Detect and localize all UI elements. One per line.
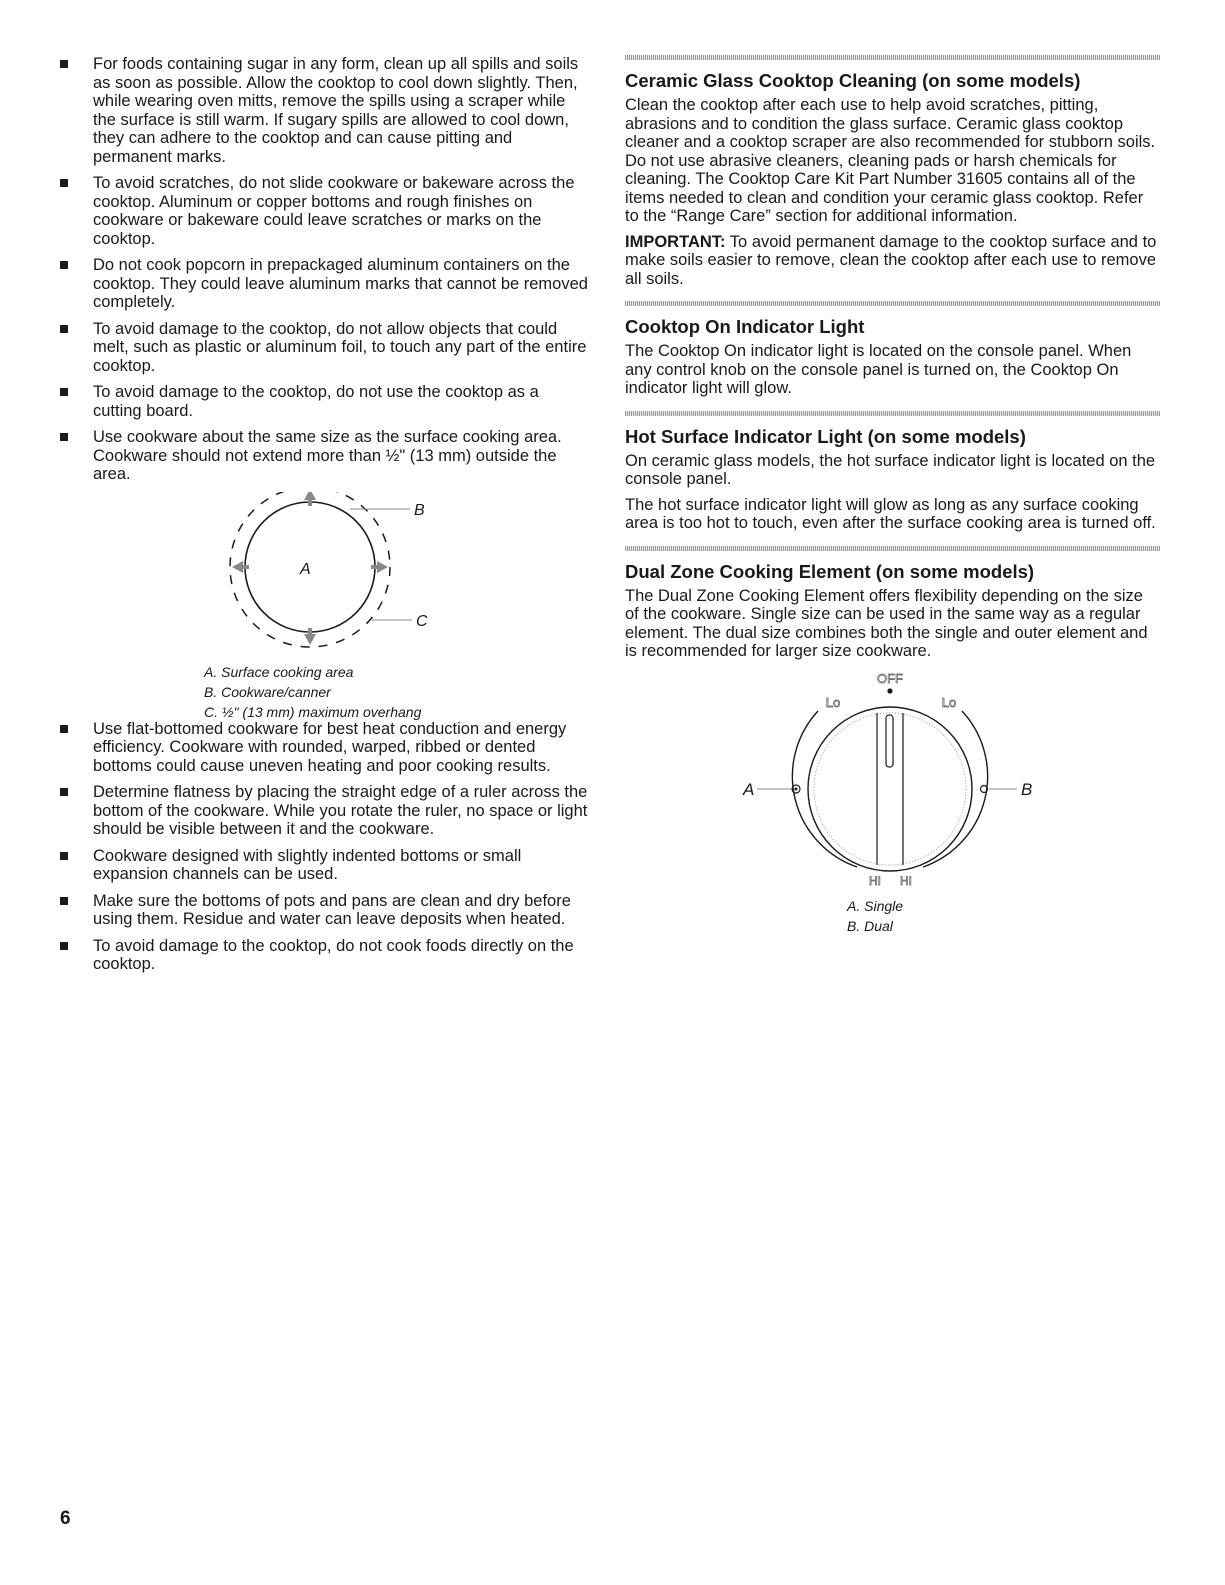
arrow-down-icon bbox=[304, 628, 316, 645]
figure2-captions bbox=[847, 896, 903, 936]
knob-pointer bbox=[886, 715, 893, 767]
bullet-square-icon bbox=[60, 60, 68, 68]
bullet-square-icon bbox=[60, 388, 68, 396]
off-label: OFF bbox=[877, 670, 903, 686]
arrow-up-icon bbox=[304, 492, 316, 506]
page-number: 6 bbox=[60, 1508, 71, 1529]
knob-inner-ring bbox=[814, 713, 966, 865]
cookware-overhang-figure bbox=[60, 492, 590, 720]
cooktop-care-list-top bbox=[60, 55, 590, 484]
caption-b: B. Dual bbox=[847, 917, 893, 934]
list-item: Determine flatness by placing the straight edge of a ruler across the bottom of the cookware. While you rotate the ruler, no space or light should be visible between it and the cookware. bbox=[60, 783, 590, 839]
figure1-captions bbox=[204, 662, 421, 722]
off-dot-icon bbox=[887, 688, 892, 693]
section-heading: Dual Zone Cooking Element (on some models) bbox=[625, 560, 1035, 582]
single-marker-dot-icon bbox=[795, 787, 798, 790]
lo-left-label: Lo bbox=[825, 694, 841, 710]
ceramic-cleaning-section bbox=[625, 55, 1160, 288]
bullet-square-icon bbox=[60, 897, 68, 905]
bullet-square-icon bbox=[60, 325, 68, 333]
section-heading: Hot Surface Indicator Light (on some models) bbox=[625, 425, 1026, 447]
label-a: A bbox=[743, 779, 755, 799]
label-b: B bbox=[1021, 779, 1033, 799]
label-a: A bbox=[300, 560, 311, 578]
arrow-left-icon bbox=[232, 561, 249, 573]
label-b: B bbox=[414, 501, 425, 519]
bullet-square-icon bbox=[60, 179, 68, 187]
section-body: The Cooktop On indicator light is located on the console panel. When any control knob on the console panel is turned on, the Cooktop On indicator light will glow. bbox=[625, 342, 1132, 397]
bullet-square-icon bbox=[60, 942, 68, 950]
list-item: To avoid damage to the cooktop, do not allow objects that could melt, such as plastic or aluminum foil, to touch any part of the entire cooktop. bbox=[60, 320, 590, 376]
indicator-light-section bbox=[625, 301, 1160, 398]
caption-a: A. Surface cooking area bbox=[204, 663, 354, 680]
list-item: Make sure the bottoms of pots and pans are clean and dry before using them. Residue and water can leave deposits when heated. bbox=[60, 892, 590, 929]
section-body: The Dual Zone Cooking Element offers flexibility depending on the size of the cookware. Single size can be used in the same way as a regular element. The dual size combines both the single and outer element and is recommended for larger size cookware. bbox=[625, 586, 1148, 660]
label-c: C bbox=[416, 612, 428, 630]
bullet-square-icon bbox=[60, 852, 68, 860]
section-divider bbox=[625, 55, 1160, 60]
list-item: To avoid scratches, do not slide cookware or bakeware across the cooktop. Aluminum or copper bottoms and rough finishes on cookware or bakeware could leave scratches or marks on the cooktop. bbox=[60, 174, 590, 248]
section-divider bbox=[625, 546, 1160, 551]
bullet-square-icon bbox=[60, 261, 68, 269]
list-item: To avoid damage to the cooktop, do not use the cooktop as a cutting board. bbox=[60, 383, 590, 420]
list-item: For foods containing sugar in any form, clean up all spills and soils as soon as possible. Allow the cooktop to cool down slightly. Then, while wearing oven mitts, remove the spills using a scraper while the surface is still warm. If sugary spills are allowed to cool down, they can adhere to the cooktop and can cause pitting and permanent marks. bbox=[60, 55, 590, 166]
outer-arc-left bbox=[792, 711, 857, 867]
section-body: Clean the cooktop after each use to help avoid scratches, pitting, abrasions and to condition the glass surface. Ceramic glass cooktop cleaner and a cooktop scraper are also recommended for stubborn soils. Do not use abrasive cleaners, cleaning pads or harsh chemicals for cleaning. The Cooktop Care Kit Part Number 31605 contains all of the items needed to clean and condition your ceramic glass cooktop. Refer to the “Range Care” section for additional information. bbox=[625, 96, 1156, 225]
caption-c: C. ½" (13 mm) maximum overhang bbox=[204, 703, 422, 720]
hi-right-label: HI bbox=[900, 873, 912, 888]
list-item: To avoid damage to the cooktop, do not cook foods directly on the cooktop. bbox=[60, 937, 590, 974]
section-body: On ceramic glass models, the hot surface indicator light is located on the console panel. bbox=[625, 451, 1156, 488]
caption-a: A. Single bbox=[847, 897, 904, 914]
section-divider bbox=[625, 411, 1160, 416]
important-note bbox=[625, 233, 1160, 289]
dual-zone-section bbox=[625, 546, 1160, 951]
lo-right-label: Lo bbox=[941, 694, 957, 710]
bullet-square-icon bbox=[60, 725, 68, 733]
hi-left-label: HI bbox=[869, 873, 881, 888]
section-heading: Cooktop On Indicator Light bbox=[625, 316, 865, 337]
section-body: The hot surface indicator light will glow as long as any surface cooking area is too hot to touch, even after the surface cooking area is turned off. bbox=[625, 495, 1156, 532]
dual-zone-knob-diagram bbox=[625, 671, 1160, 891]
important-text: To avoid permanent damage to the cooktop surface and to make soils easier to remove, clean the cooktop after each use to remove all soils. bbox=[625, 232, 1157, 288]
list-item: Cookware designed with slightly indented bottoms or small expansion channels can be used. bbox=[60, 847, 590, 884]
dual-zone-knob-figure bbox=[625, 671, 1160, 951]
bullet-square-icon bbox=[60, 433, 68, 441]
hot-surface-section bbox=[625, 411, 1160, 533]
left-column bbox=[60, 55, 590, 982]
arrow-right-icon bbox=[371, 561, 388, 573]
section-divider bbox=[625, 301, 1160, 306]
section-heading: Ceramic Glass Cooktop Cleaning (on some models) bbox=[625, 70, 1081, 91]
list-item: Use flat-bottomed cookware for best heat conduction and energy efficiency. Cookware with rounded, warped, ribbed or dented bottoms could cause uneven heating and poor cooking results. bbox=[60, 720, 590, 776]
important-label: IMPORTANT: bbox=[625, 232, 726, 251]
outer-arc-right bbox=[923, 711, 988, 867]
list-item: Use cookware about the same size as the surface cooking area. Cookware should not extend more than ½" (13 mm) outside the area. bbox=[60, 428, 590, 484]
cooktop-care-list-bottom bbox=[60, 720, 590, 974]
list-item: Do not cook popcorn in prepackaged aluminum containers on the cooktop. They could leave aluminum marks that cannot be removed completely. bbox=[60, 256, 590, 312]
cookware-overhang-diagram bbox=[60, 492, 590, 662]
knob-outer-ring bbox=[808, 707, 972, 871]
bullet-square-icon bbox=[60, 788, 68, 796]
right-column bbox=[625, 55, 1160, 964]
caption-b: B. Cookware/canner bbox=[204, 683, 331, 700]
